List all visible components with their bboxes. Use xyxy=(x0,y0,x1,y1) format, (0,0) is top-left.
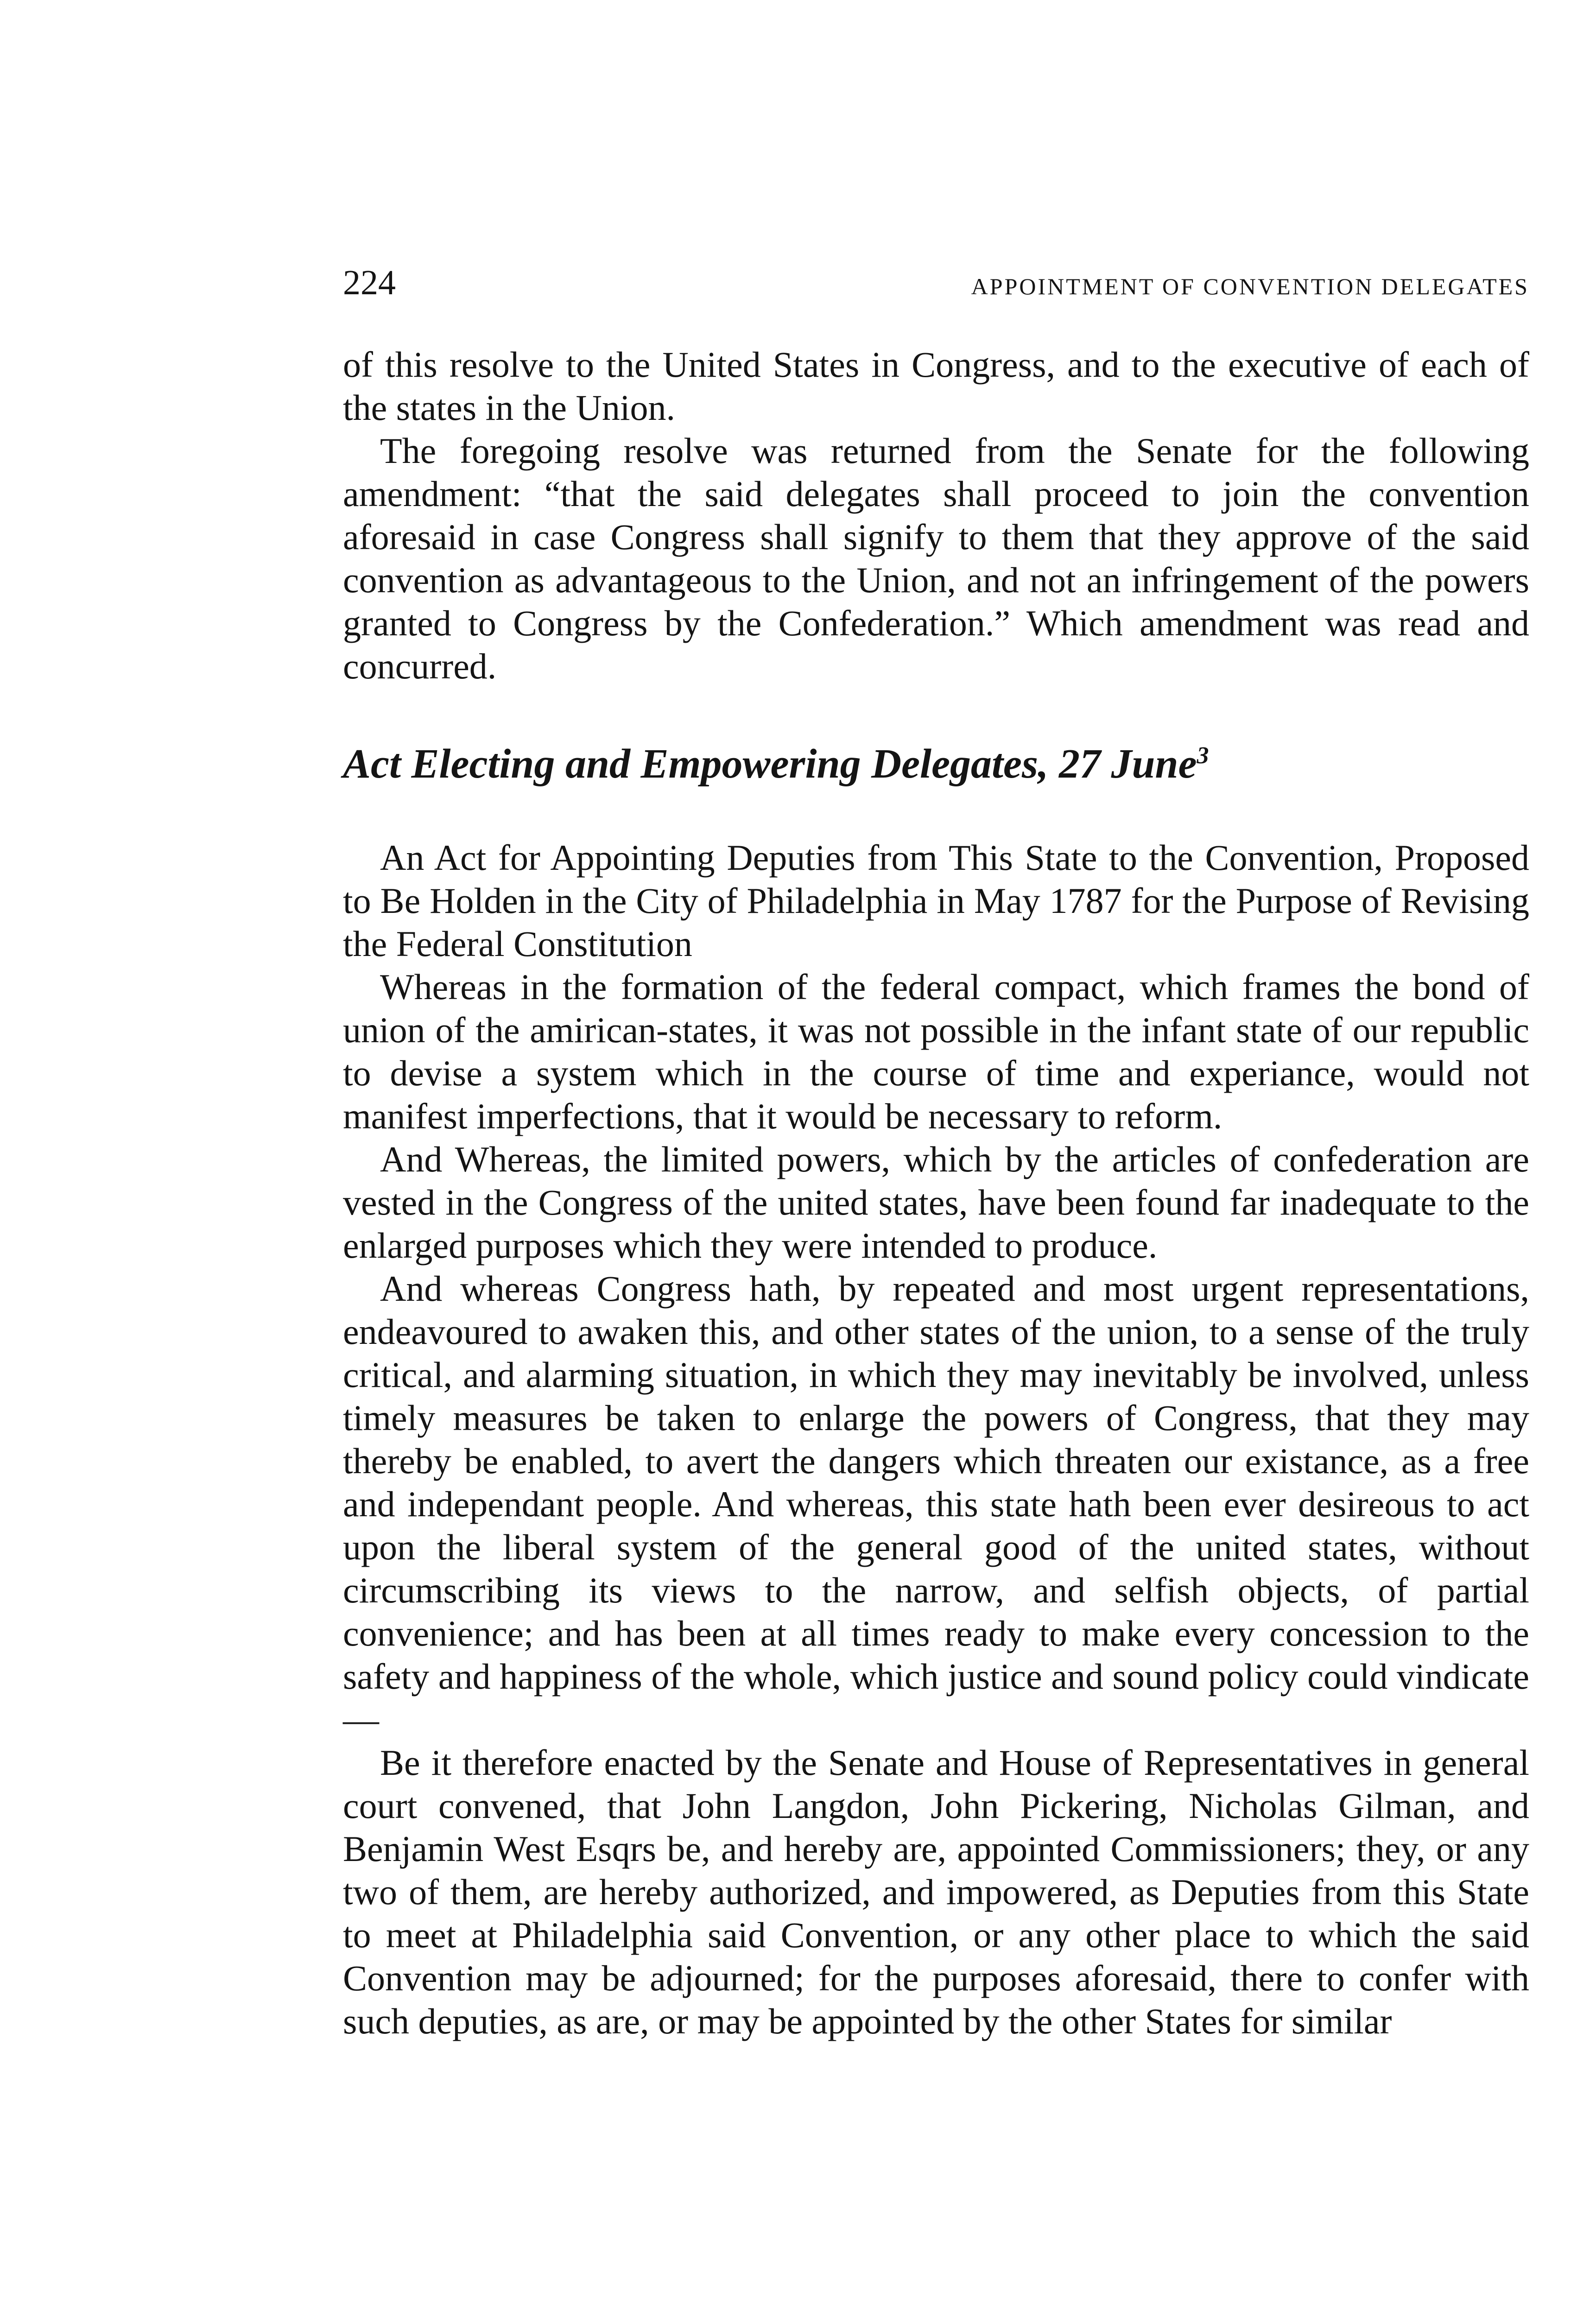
whereas-paragraph-1: Whereas in the formation of the federal compact, which frames the bond of union of the amirican-states, it was not possible in the infant state of our republic to devise a system which in the course of time and experiance, would not manifest imperfections, that it would be necessary to reform. xyxy=(343,967,1529,1136)
page-number: 224 xyxy=(343,263,396,302)
amendment-paragraph: The foregoing resolve was returned from the Senate for the following amendment: “that the said delegates shall proceed to join the convention aforesaid in case Congress shall signify to them that they approve of the said convention as advantageous to the Union, and not an infringement of the powers granted to Congress by the Confederation.” Which amendment was read and concurred. xyxy=(343,430,1529,686)
act-title: An Act for Appointing Deputies from This State to the Convention, Proposed to Be Holden in the City of Philadelphia in May 1787 for the Purpose of Revising the Federal Constitution xyxy=(343,837,1529,964)
running-title: APPOINTMENT OF CONVENTION DELEGATES xyxy=(971,273,1529,299)
whereas-paragraph-2: And Whereas, the limited powers, which by the articles of confederation are vested in the Congress of the united states, have been found far inadequate to the enlarged purposes which they were intended to produce. xyxy=(343,1139,1529,1266)
section-heading xyxy=(343,739,1529,790)
footnote-reference: 3 xyxy=(1197,742,1209,769)
running-header xyxy=(343,260,1529,310)
enactment-paragraph: Be it therefore enacted by the Senate and House of Representatives in general court convened, that John Langdon, John Pickering, Nicholas Gilman, and Benjamin West Esqrs be, and hereby are, appointed Commissioners; they, or any two of them, are hereby authorized, and impowered, as Deputies from this State to meet at Philadelphia said Convention, or any other place to which the said Convention may be adjourned; for the purposes aforesaid, there to confer with such deputies, as are, or may be appointed by the other States for similar xyxy=(343,1742,1529,2041)
whereas-paragraph-3: And whereas Congress hath, by repeated and most urgent representations, endeavoured to awaken this, and other states of the union, to a sense of the truly critical, and alarming situation, in which they may inevitably be involved, unless timely measures be taken to enlarge the powers of Congress, that they may thereby be enabled, to avert the dangers which threaten our existance, as a free and independant people. And whereas, this state hath been ever desireous to act upon the liberal system of the general good of the united states, without circumscribing its views to the narrow, and selfish objects, of partial convenience; and has been at all times ready to make every concession to the safety and happiness of the whole, which justice and sound policy could vindicate— xyxy=(343,1268,1529,1740)
section-heading-text: Act Electing and Empowering Delegates, 27 June xyxy=(343,741,1197,787)
intro-continuation-paragraph: of this resolve to the United States in Congress, and to the executive of each of the states in the Union. xyxy=(343,344,1529,428)
body-text xyxy=(343,343,1529,2043)
